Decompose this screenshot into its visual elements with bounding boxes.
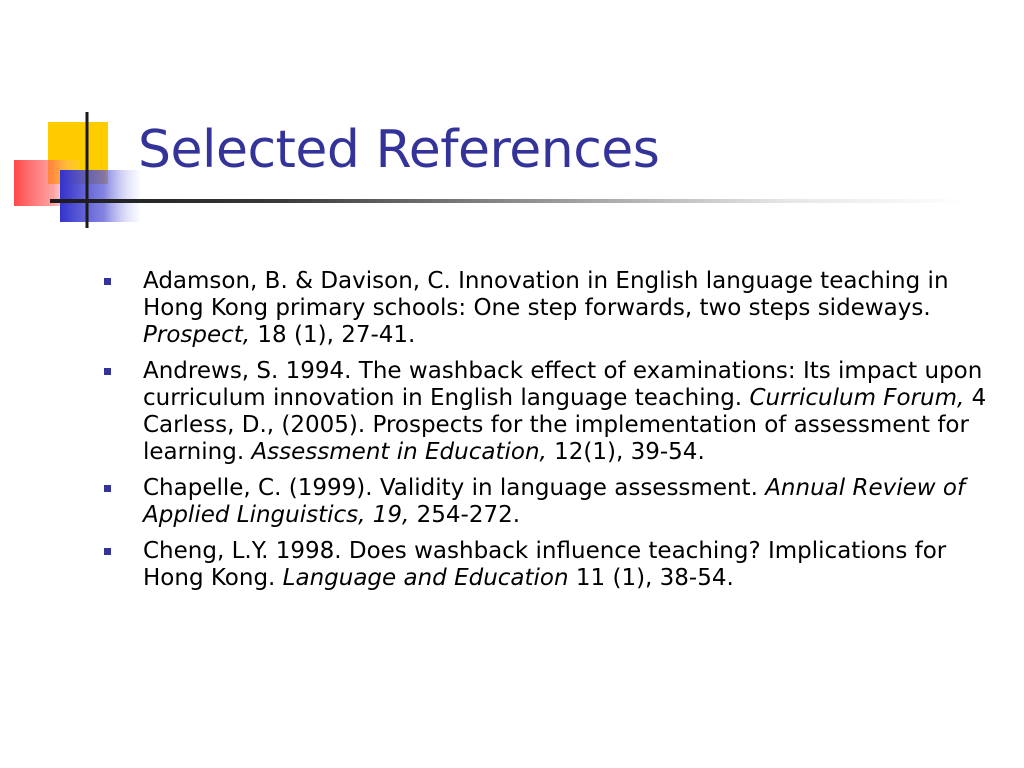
reference-item	[102, 538, 1002, 592]
decorative-squares-icon	[0, 0, 140, 240]
bullet-icon	[104, 548, 111, 555]
reference-item	[102, 358, 1002, 466]
reference-list	[102, 268, 1002, 601]
page-title: Selected References	[138, 120, 660, 180]
deco-blue-square	[60, 170, 140, 222]
bullet-icon	[104, 485, 111, 492]
reference-item	[102, 475, 1002, 529]
reference-text: Adamson, B. & Davison, C. Innovation in English language teaching in Hong Kong primary schools: One step forwards, two steps sideways. Prospect, 18 (1), 27-41.	[143, 268, 949, 348]
bullet-icon	[104, 278, 111, 285]
reference-item	[102, 268, 1002, 349]
title-underline	[50, 199, 970, 203]
reference-text: Cheng, L.Y. 1998. Does washback influence teaching? Implications for Hong Kong. Language and Education 11 (1), 38-54.	[143, 538, 947, 591]
reference-text: Andrews, S. 1994. The washback effect of examinations: Its impact upon curriculum innovation in English language teaching. Curriculum Forum, 4 Carless, D., (2005). Prospects for the implementation of assessment for learning. Assessment in Education, 12(1), 39-54.	[143, 358, 987, 465]
bullet-icon	[104, 368, 111, 375]
reference-text: Chapelle, C. (1999). Validity in language assessment. Annual Review of Applied Linguistics, 19, 254-272.	[143, 475, 966, 528]
